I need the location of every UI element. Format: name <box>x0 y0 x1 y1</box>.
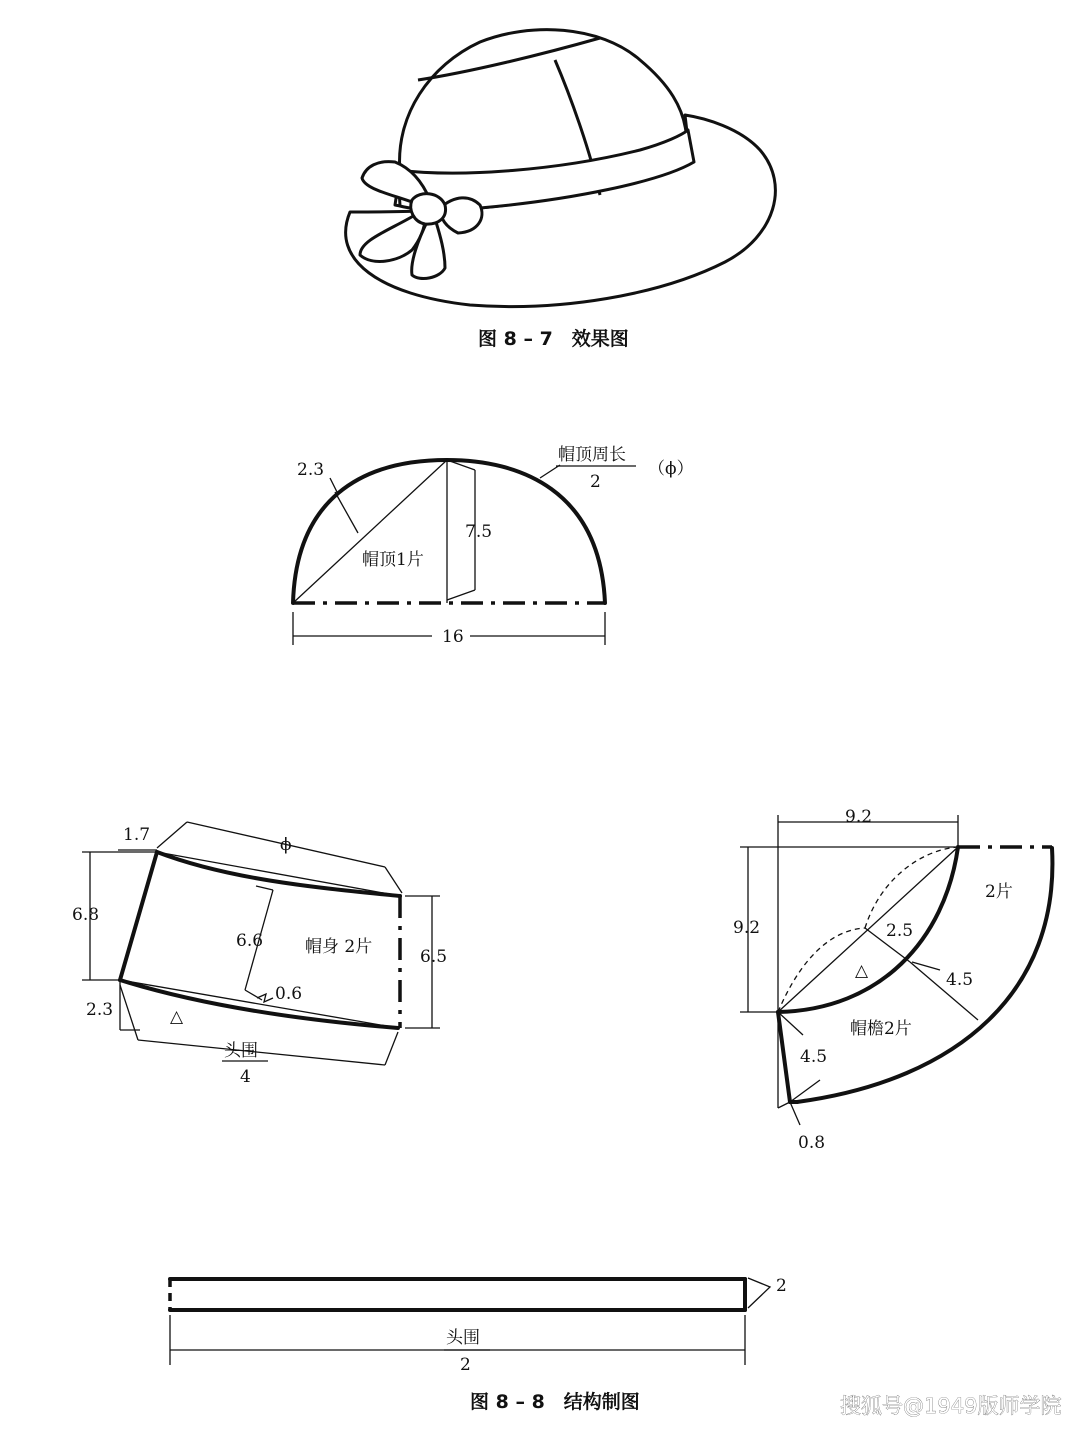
bottom-offset-tick-b <box>790 1102 800 1125</box>
head-dim-left <box>120 985 138 1040</box>
top-chord <box>157 852 400 896</box>
band-end-width-label: 2 <box>776 1276 787 1296</box>
height-dim-bottom <box>447 590 475 600</box>
brim-pieces-label: 2片 <box>985 882 1013 902</box>
brim-side-height-label: 9.2 <box>733 918 761 938</box>
bottom-offset-tick-a <box>778 1102 790 1108</box>
crown-side-piece-label: 帽身 2片 <box>305 937 373 957</box>
band-head-numerator: 头围 <box>446 1328 480 1348</box>
brim-top-width-label: 9.2 <box>845 807 873 827</box>
brim-left-edge <box>778 1012 790 1102</box>
brim-pattern <box>733 807 1052 1153</box>
inner-height-label: 6.6 <box>236 931 264 951</box>
figure-8-7-caption: 图 8 – 7 效果图 <box>478 328 629 350</box>
band-end-marker <box>748 1278 770 1308</box>
bottom-offset-label: 2.3 <box>86 1000 114 1020</box>
brim-triangle: △ <box>855 961 869 981</box>
hat-illustration <box>346 30 776 350</box>
crown-height-label: 7.5 <box>465 522 493 542</box>
perimeter-phi-note: （ϕ） <box>648 459 694 479</box>
diag-b-leader <box>912 962 940 970</box>
brim-diag-b-label: 4.5 <box>946 970 974 990</box>
bottom-chord <box>120 980 398 1028</box>
brim-piece-label: 帽檐2片 <box>850 1019 912 1039</box>
brim-diag-a-label: 2.5 <box>886 921 914 941</box>
crown-top-arc <box>293 460 605 603</box>
inner-dim-bottom <box>245 990 262 1000</box>
crown-top-piece-label: 帽顶1片 <box>362 550 424 570</box>
perimeter-leader <box>540 465 560 478</box>
watermark: 搜狐号@1949版师学院 <box>840 1394 1062 1418</box>
figure-8-8-caption: 图 8 – 8 结构制图 <box>470 1391 640 1413</box>
perimeter-numerator: 帽顶周长 <box>558 445 626 465</box>
crown-side-pattern <box>72 822 447 1087</box>
phi-dim-left <box>157 822 187 848</box>
head-dim-right <box>385 1032 398 1065</box>
arc-offset-marker <box>335 492 358 533</box>
crown-width-label: 16 <box>442 627 464 647</box>
phi-dim-right <box>385 867 402 893</box>
crown-top-pattern <box>293 445 694 647</box>
curve-offset-label: 0.6 <box>275 984 303 1004</box>
band-pattern <box>170 1276 787 1375</box>
inner-dim-top <box>256 886 273 890</box>
right-height-label: 6.5 <box>420 947 448 967</box>
bow-knot <box>411 194 446 224</box>
arc-offset-label: 2.3 <box>297 460 325 480</box>
head-quarter-denominator: 4 <box>240 1067 251 1087</box>
band-head-denominator: 2 <box>460 1355 471 1375</box>
crown-top-diagonal <box>293 460 447 603</box>
phi-label: ϕ <box>280 835 292 855</box>
top-offset-label: 1.7 <box>123 825 151 845</box>
left-height-label: 6.8 <box>72 905 100 925</box>
brim-lower-len-label: 4.5 <box>800 1047 828 1067</box>
brim-bottom-offset-label: 0.8 <box>798 1133 826 1153</box>
crown-side-triangle: △ <box>170 1007 184 1027</box>
arc-offset-leader <box>330 478 337 492</box>
crown-side-left-edge <box>120 852 157 980</box>
perimeter-denominator: 2 <box>590 472 601 492</box>
head-quarter-numerator: 头围 <box>224 1041 258 1061</box>
